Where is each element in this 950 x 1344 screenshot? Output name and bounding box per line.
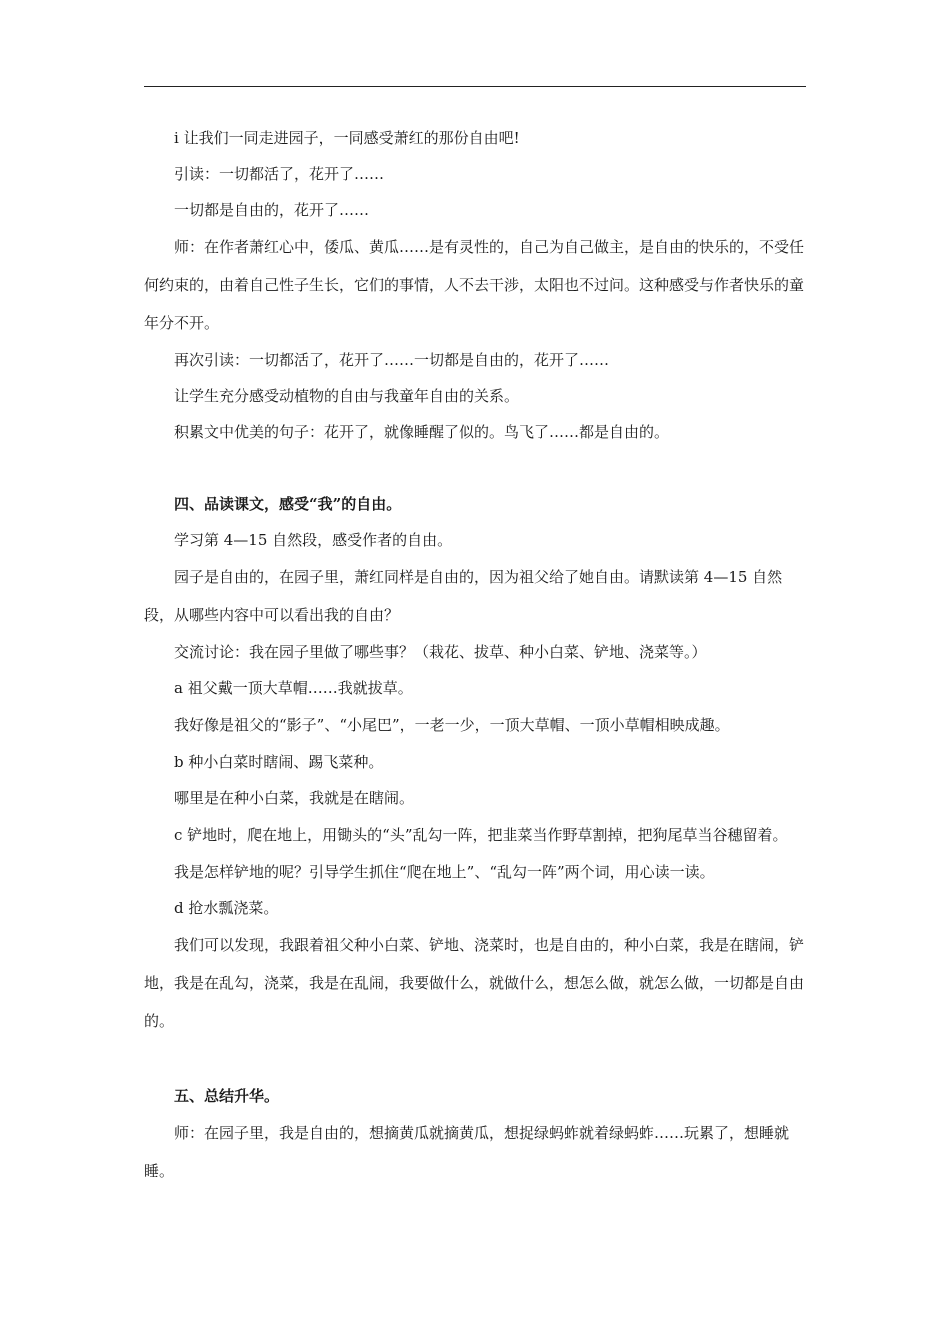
paragraph: 学习第 4—15 自然段，感受作者的自由。 (174, 531, 453, 549)
paragraph: 交流讨论：我在园子里做了哪些事？（栽花、拔草、种小白菜、铲地、浇菜等。） (174, 643, 707, 661)
section-gap (144, 1040, 806, 1078)
paragraph: i 让我们一同走进园子，一同感受萧红的那份自由吧! (174, 129, 520, 147)
paragraph: 积累文中优美的句子：花开了，就像睡醒了似的。鸟飞了……都是自由的。 (174, 423, 670, 441)
paragraph: 我好像是祖父的“影子”、“小尾巴”，一老一少，一顶大草帽、一顶小草帽相映成趣。 (174, 716, 730, 734)
paragraph: b 种小白菜时瞎闹、踢飞菜种。 (174, 753, 384, 771)
paragraph: 一切都是自由的，花开了…… (174, 201, 370, 219)
section-heading: 五、总结升华。 (174, 1087, 280, 1105)
paragraph: 引读：一切都活了，花开了…… (174, 165, 385, 183)
paragraph: 让学生充分感受动植物的自由与我童年自由的关系。 (174, 387, 520, 405)
paragraph: 师：在园子里，我是自由的，想摘黄瓜就摘黄瓜，想捉绿蚂蚱就着绿蚂蚱……玩累了，想睡就睡。 (144, 1124, 790, 1180)
paragraph: a 祖父戴一顶大草帽……我就拔草。 (174, 679, 413, 697)
header-rule (144, 86, 806, 87)
paragraph: d 抢水瓢浇菜。 (174, 899, 279, 917)
paragraph: 哪里是在种小白菜，我就是在瞎闹。 (174, 789, 415, 807)
section-heading: 四、品读课文，感受“我”的自由。 (174, 495, 402, 513)
paragraph: c 铲地时，爬在地上，用锄头的“头”乱勾一阵，把韭菜当作野草割掉，把狗尾草当谷穗留着。 (174, 826, 788, 844)
paragraph: 我是怎样铲地的呢？引导学生抓住“爬在地上”、“乱勾一阵”两个词，用心读一读。 (174, 863, 715, 881)
paragraph: 我们可以发现，我跟着祖父种小白菜、铲地、浇菜时，也是自由的，种小白菜，我是在瞎闹，铲地，我是在乱勾，浇菜，我是在乱闹，我要做什么，就做什么，想怎么做，就怎么做，一切都是自由的。 (144, 936, 805, 1030)
paragraph: 园子是自由的，在园子里，萧红同样是自由的，因为祖父给了她自由。请默读第 4—15 自然段，从哪些内容中可以看出我的自由？ (144, 568, 783, 624)
paragraph: 再次引读：一切都活了，花开了……一切都是自由的，花开了…… (174, 351, 610, 369)
section-gap (144, 450, 806, 486)
document-body (144, 120, 806, 1190)
paragraph: 师：在作者萧红心中，倭瓜、黄瓜……是有灵性的，自己为自己做主，是自由的快乐的，不受任何约束的，由着自己性子生长，它们的事情，人不去干涉，太阳也不过问。这种感受与作者快乐的童年分不开。 (144, 238, 805, 332)
